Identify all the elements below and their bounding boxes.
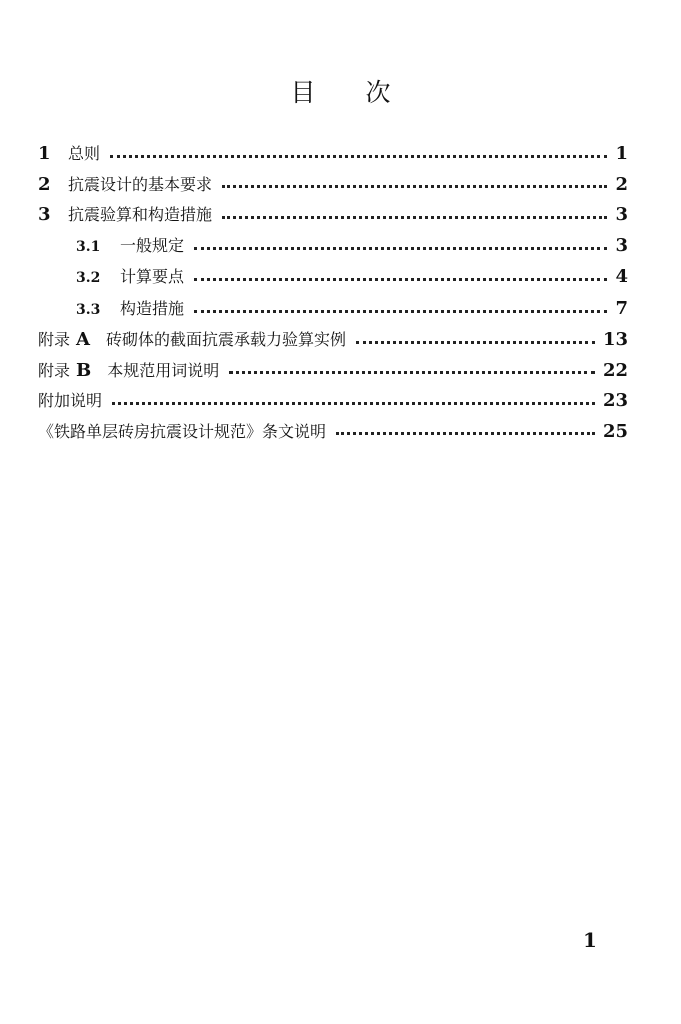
toc-leader-dots	[336, 432, 595, 435]
toc-appendix-prefix: 附录	[38, 330, 71, 349]
toc-subentry-number: 3.1	[76, 238, 101, 255]
toc-appendix-letter: A	[76, 329, 90, 350]
toc-entry[interactable]	[38, 139, 628, 170]
toc-leader-dots	[110, 155, 607, 158]
toc-entry-title: 总则	[68, 144, 101, 163]
toc-entry-page: 3	[615, 204, 628, 225]
page-title-char-2: 次	[365, 78, 391, 107]
toc-subentry-page: 4	[615, 266, 628, 287]
toc-entry-title: 抗震设计的基本要求	[68, 174, 213, 194]
toc-appendix-entry[interactable]	[38, 325, 628, 356]
toc-leader-dots	[222, 216, 607, 219]
toc-entry[interactable]	[38, 170, 628, 201]
toc-leader-dots	[222, 185, 607, 188]
toc-subentry-number: 3.3	[76, 301, 101, 318]
toc-subentry-number: 3.2	[76, 270, 101, 286]
toc-leader-dots	[194, 310, 607, 313]
toc-subentry[interactable]	[38, 231, 628, 263]
toc-leader-dots	[194, 278, 607, 281]
toc-subentry-title: 计算要点	[120, 267, 185, 286]
toc-appendix-page: 13	[602, 329, 628, 350]
toc-leader-dots	[229, 371, 595, 374]
toc-subentry-title: 构造措施	[120, 298, 185, 318]
toc-leader-dots	[194, 247, 607, 250]
toc-entry-page: 2	[615, 173, 628, 195]
toc-entry-title: 抗震验算和构造措施	[68, 205, 213, 224]
toc-appendix-page: 22	[602, 359, 628, 381]
toc-subentry-page: 3	[615, 234, 628, 256]
toc-entry-title: 《铁路单层砖房抗震设计规范》条文说明	[38, 421, 327, 441]
toc-subentry-page: 7	[615, 297, 628, 319]
toc-entry-page: 25	[602, 420, 628, 442]
page-title	[0, 76, 681, 110]
toc-entry-page: 1	[615, 143, 628, 164]
toc-entry-commentary[interactable]	[38, 417, 628, 448]
toc-leader-dots	[356, 341, 595, 344]
toc-entry-page: 23	[602, 390, 628, 411]
table-of-contents	[38, 139, 628, 447]
toc-subentry[interactable]	[38, 294, 628, 326]
toc-entry-additional-notes[interactable]	[38, 386, 628, 417]
toc-appendix-entry[interactable]	[38, 356, 628, 387]
toc-subentry[interactable]	[38, 262, 628, 294]
toc-appendix-prefix: 附录	[38, 360, 71, 380]
page-number: 1	[583, 928, 597, 952]
toc-entry-number: 1	[38, 143, 51, 164]
toc-entry-title: 附加说明	[38, 391, 103, 410]
toc-leader-dots	[112, 402, 595, 405]
toc-subentry-title: 一般规定	[120, 235, 185, 255]
toc-appendix-title: 砖砌体的截面抗震承载力验算实例	[105, 330, 346, 349]
toc-appendix-letter: B	[76, 359, 92, 381]
toc-appendix-title: 本规范用词说明	[107, 360, 220, 380]
toc-entry-number: 2	[38, 173, 51, 195]
page-title-char-1: 目	[290, 78, 316, 107]
toc-entry-number: 3	[38, 204, 51, 225]
toc-entry[interactable]	[38, 200, 628, 231]
